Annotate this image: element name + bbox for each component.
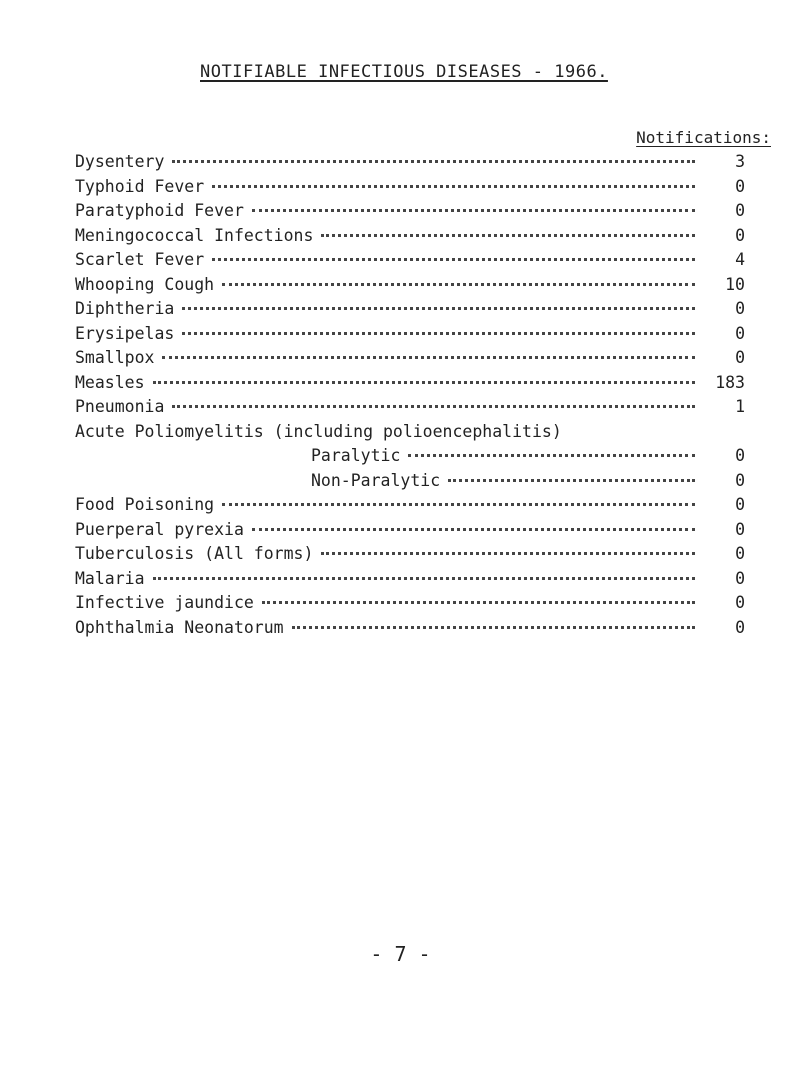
notification-count: 4 (735, 250, 745, 269)
polio-heading (75, 420, 745, 445)
disease-label: Scarlet Fever (75, 250, 205, 269)
list-item (75, 199, 745, 224)
dot-leader (222, 283, 695, 286)
dot-leader (262, 601, 695, 604)
disease-label: Malaria (75, 568, 145, 588)
notifications-column-header: Notifications: (636, 128, 771, 147)
list-item (75, 175, 745, 200)
dot-leader (212, 185, 695, 188)
notification-count: 10 (725, 274, 745, 294)
notification-count: 183 (715, 372, 745, 392)
list-item (75, 248, 745, 273)
polio-heading-label: Acute Poliomyelitis (including polioencephalitis) (75, 421, 562, 441)
dot-leader (252, 528, 695, 531)
list-item (75, 542, 745, 567)
notification-count: 0 (735, 323, 745, 343)
dot-leader (448, 479, 695, 482)
list-item (75, 395, 745, 420)
polio-non-paralytic-label: Non-Paralytic (311, 470, 441, 490)
list-item (75, 224, 745, 249)
dot-leader (212, 258, 695, 261)
dot-leader (182, 307, 695, 310)
list-item (75, 518, 745, 543)
disease-label: Infective jaundice (75, 593, 254, 612)
notification-count: 1 (735, 397, 745, 416)
disease-label: Whooping Cough (75, 274, 215, 294)
list-item (75, 150, 745, 175)
dot-leader (222, 503, 695, 506)
polio-paralytic-label: Paralytic (311, 446, 401, 465)
notification-count: 0 (735, 568, 745, 588)
notification-count: 0 (735, 299, 745, 318)
disease-label: Diphtheria (75, 299, 175, 318)
disease-label: Meningococcal Infections (75, 225, 314, 245)
page-number: - 7 - (370, 942, 431, 966)
list-item (75, 469, 745, 494)
disease-label: Puerperal pyrexia (75, 519, 244, 539)
disease-label: Measles (75, 372, 145, 392)
disease-label: Typhoid Fever (75, 176, 205, 196)
dot-leader (172, 160, 695, 163)
notification-count: 0 (735, 519, 745, 539)
list-item (75, 591, 745, 616)
list-item (75, 371, 745, 396)
list-item (75, 273, 745, 298)
list-item (75, 567, 745, 592)
notification-count: 0 (735, 225, 745, 245)
notification-count: 0 (735, 176, 745, 196)
list-item (75, 346, 745, 371)
disease-label: Smallpox (75, 348, 155, 367)
disease-list (75, 150, 745, 640)
dot-leader (153, 577, 695, 580)
disease-label: Pneumonia (75, 397, 165, 416)
disease-label: Ophthalmia Neonatorum (75, 617, 284, 637)
dot-leader (321, 234, 695, 237)
list-item (75, 322, 745, 347)
dot-leader (252, 209, 695, 212)
page-title: NOTIFIABLE INFECTIOUS DISEASES - 1966. (200, 62, 608, 82)
dot-leader (182, 332, 695, 335)
notification-count: 0 (735, 617, 745, 637)
dot-leader (172, 405, 695, 408)
notification-count: 0 (735, 495, 745, 514)
notification-count: 0 (735, 544, 745, 563)
dot-leader (162, 356, 695, 359)
notification-count: 0 (735, 446, 745, 465)
notification-count: 0 (735, 348, 745, 367)
list-item (75, 616, 745, 641)
disease-label: Paratyphoid Fever (75, 201, 244, 220)
list-item (75, 444, 745, 469)
dot-leader (153, 381, 695, 384)
dot-leader (321, 552, 695, 555)
disease-label: Dysentery (75, 152, 165, 171)
dot-leader (292, 626, 695, 629)
notification-count: 0 (735, 470, 745, 490)
notification-count: 3 (735, 152, 745, 171)
disease-label: Food Poisoning (75, 495, 215, 514)
disease-label: Tuberculosis (All forms) (75, 544, 314, 563)
notification-count: 0 (735, 593, 745, 612)
disease-label: Erysipelas (75, 323, 175, 343)
list-item (75, 493, 745, 518)
list-item (75, 297, 745, 322)
dot-leader (408, 454, 695, 457)
notification-count: 0 (735, 201, 745, 220)
